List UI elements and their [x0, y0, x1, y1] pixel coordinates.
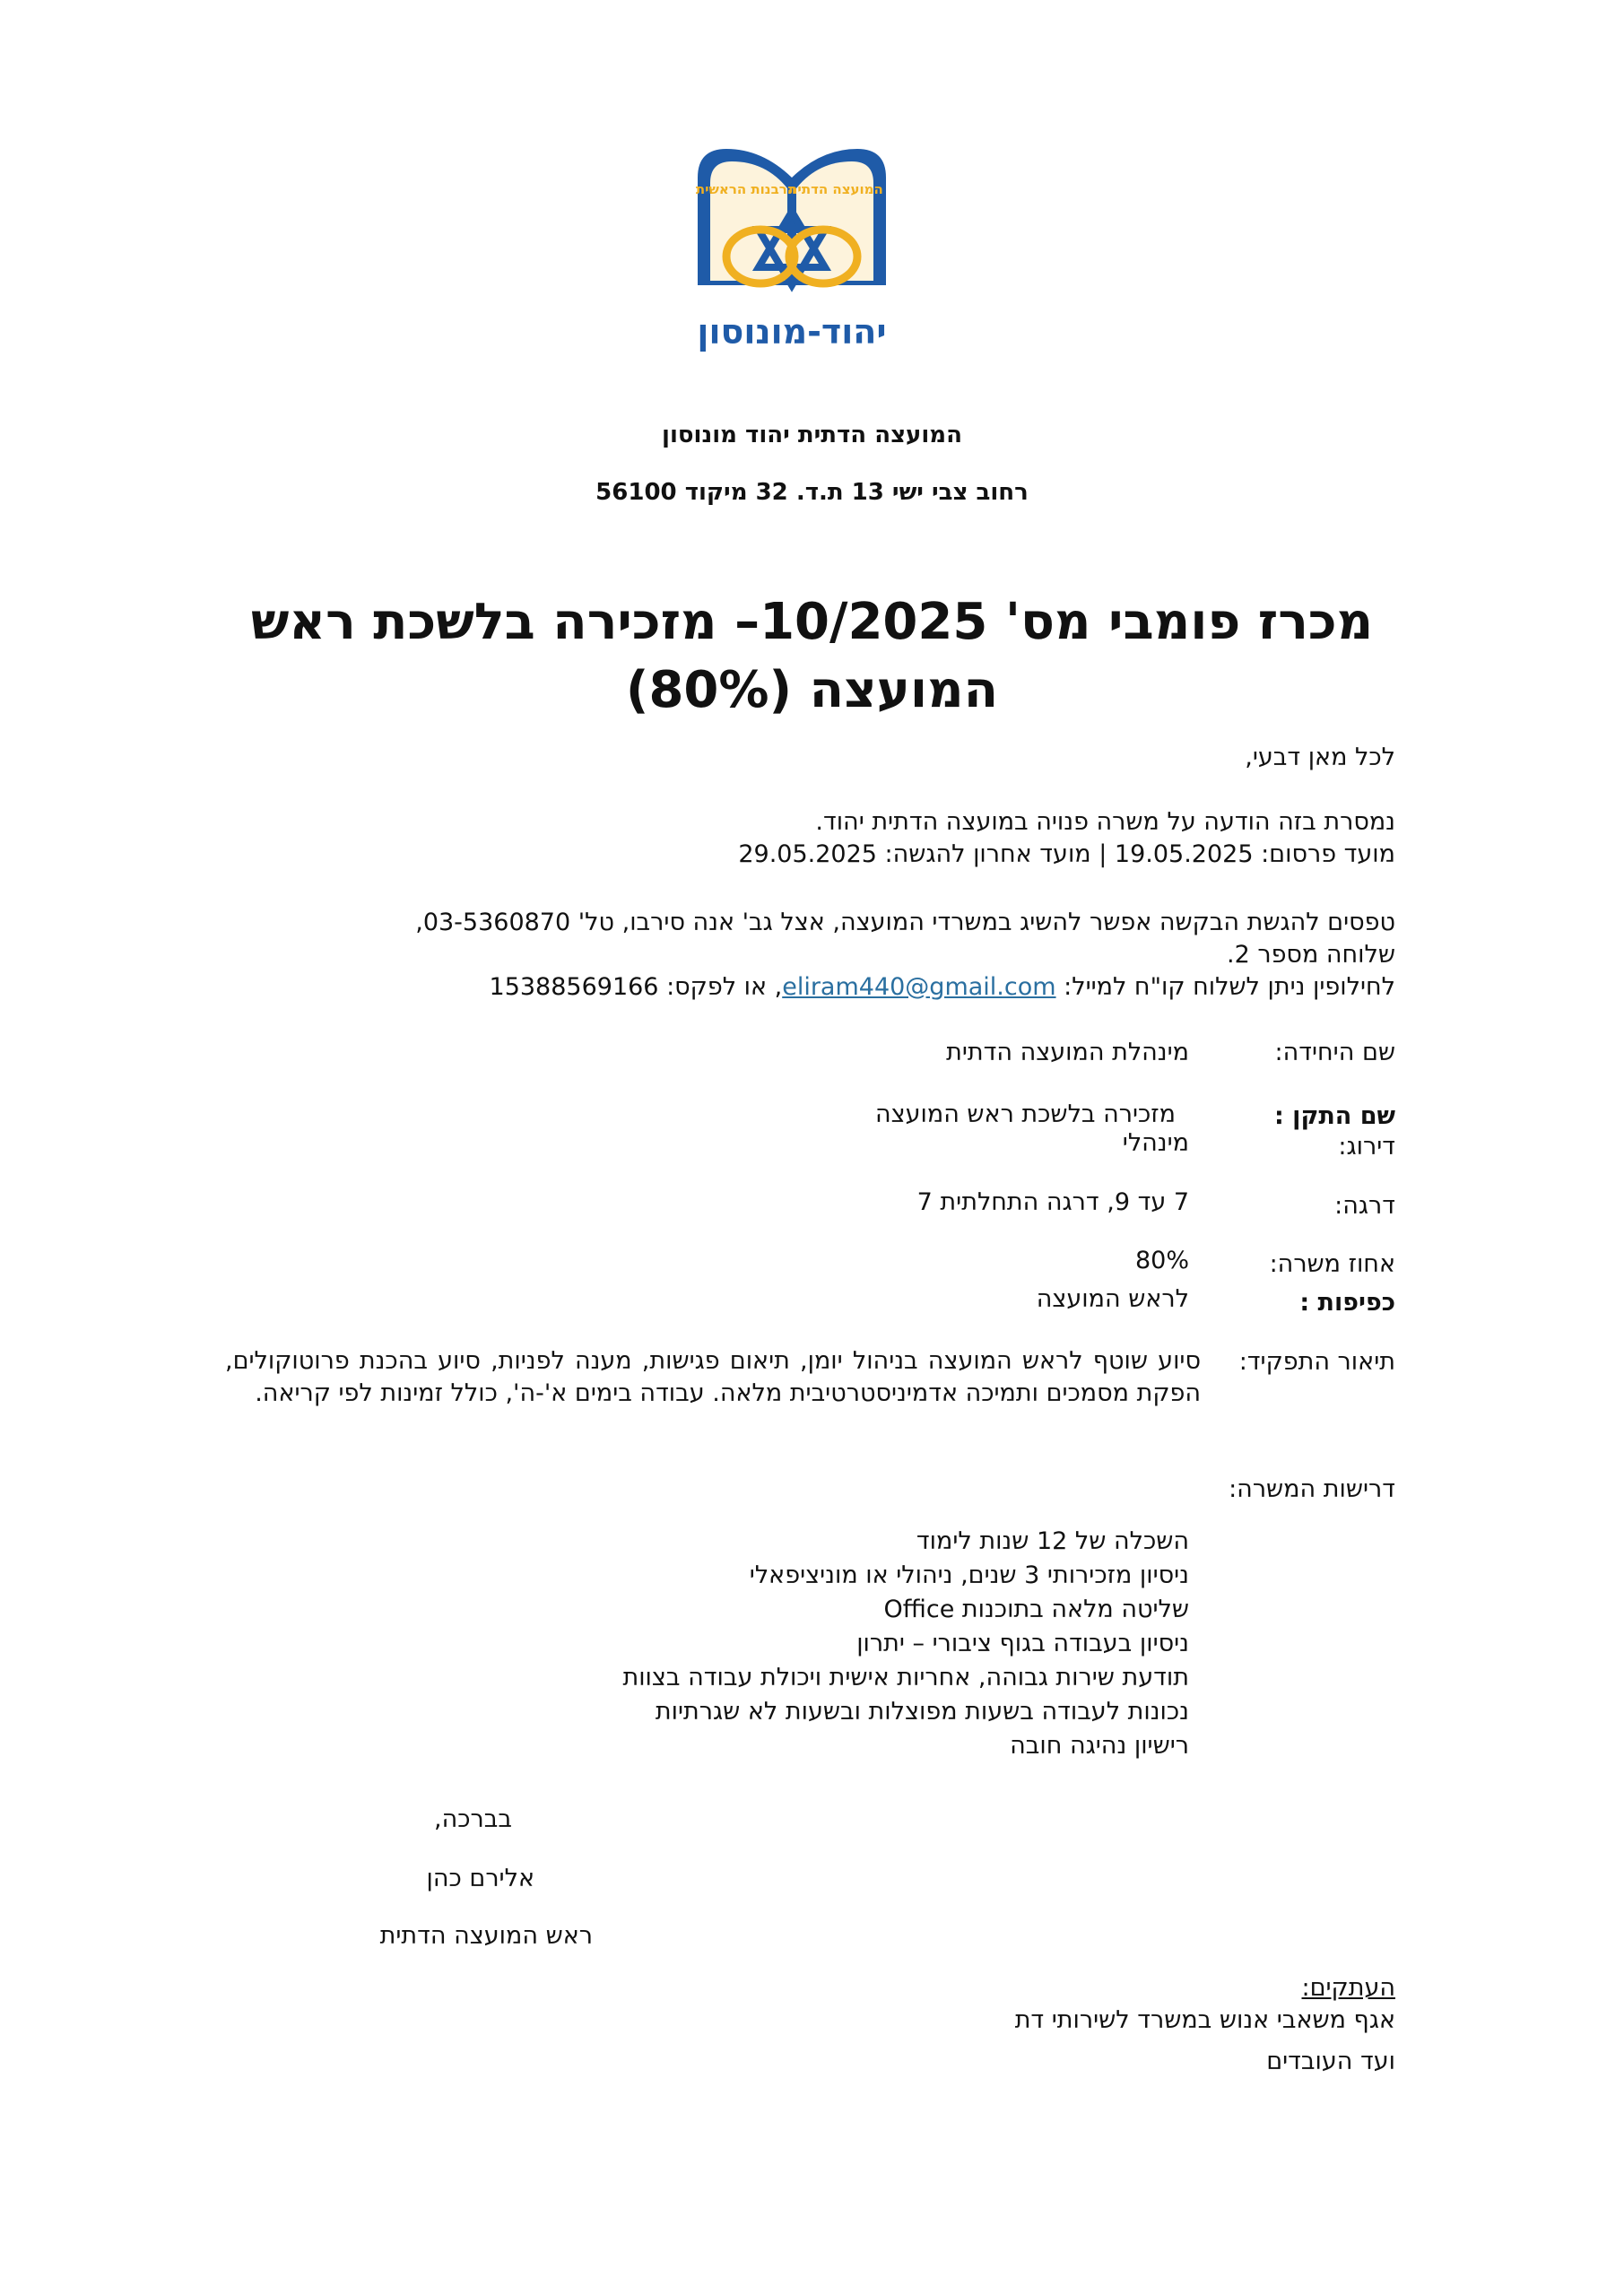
- grading-label: דירוג:: [1338, 1133, 1395, 1161]
- closing: בברכה,: [434, 1805, 512, 1833]
- requirement-item: ניסיון מזכירותי 3 שנים, ניהולי או מוניציפאלי: [749, 1561, 1189, 1589]
- requirement-item: תודעת שירות גבוהה, אחריות אישית ויכולת עבודה בצוות: [622, 1664, 1189, 1692]
- copies-label: העתקים:: [1301, 1974, 1395, 2002]
- copy-recipient: אגף משאבי אנוש במשרד לשירותי דת: [1014, 2006, 1395, 2034]
- signer-name: אלירם כהן: [426, 1865, 534, 1892]
- subordination-value: לראש המועצה: [1036, 1285, 1189, 1313]
- requirement-item: נכונות לעבודה בשעות מפוצלות ובשעות לא שגרתיות: [655, 1698, 1189, 1726]
- position-label: שם התקן :: [1273, 1102, 1395, 1130]
- signer-role: ראש המועצה הדתית: [379, 1922, 593, 1950]
- percent-value: 80%: [1134, 1247, 1189, 1274]
- email-prefix: לחילופין ניתן לשלוח קו"ח למייל:: [1064, 973, 1395, 1001]
- position-value: מזכירה בלשכת ראש המועצה: [874, 1100, 1176, 1128]
- fax-info: , או לפקס: 15388569166: [489, 973, 783, 1001]
- logo-text-left: הרבנות הראשית: [695, 181, 797, 197]
- council-logo: [690, 142, 893, 357]
- percent-label: אחוז משרה:: [1269, 1250, 1395, 1278]
- publication-dates: מועד פרסום: 19.05.2025 | מועד אחרון להגשה: 29.05.2025: [738, 840, 1395, 868]
- title-line-1: מכרז פומבי מס' 10/2025– מזכירה בלשכת ראש: [250, 593, 1374, 651]
- level-label: דרגה:: [1334, 1192, 1395, 1220]
- intro-text: נמסרת בזה הודעה על משרה פנויה במועצה הדתית יהוד.: [815, 808, 1395, 836]
- requirement-item: ניסיון בעבודה בגוף ציבורי – יתרון: [856, 1630, 1189, 1657]
- requirements-label: דרישות המשרה:: [1229, 1475, 1395, 1503]
- description-label: תיאור התפקיד:: [1238, 1348, 1395, 1376]
- logo-text-right: המועצה הדתית: [788, 181, 883, 197]
- requirements-list: [622, 1525, 1189, 1763]
- greeting: לכל מאן דבעי,: [1245, 744, 1395, 771]
- organization-address: רחוב צבי ישי 13 ת.ד. 32 מיקוד 56100: [595, 479, 1029, 506]
- requirement-item: רישיון נהיגה חובה: [1010, 1732, 1189, 1760]
- forms-info-line-1: טפסים להגשת הבקשה אפשר להשיג במשרדי המועצה, אצל גב' אנה סירבו, טל' 03-5360870,: [415, 909, 1395, 936]
- unit-label: שם היחידה:: [1274, 1039, 1395, 1066]
- email-link[interactable]: eliram440@gmail.com: [782, 973, 1056, 1001]
- forms-info-line-2: שלוחה מספר 2.: [1226, 941, 1395, 969]
- grading-value: מינהלי: [1122, 1129, 1189, 1157]
- level-value: 7 עד 9, דרגה התחלתית 7: [916, 1188, 1189, 1216]
- organization-name: המועצה הדתית יהוד מונוסון: [662, 422, 962, 448]
- description-value: סיוע שוטף לראש המועצה בניהול יומן, תיאום פגישות, מענה לפניות, סיוע בהכנת פרוטוקולים, הפקת מסמכים ותמיכה אדמיניסטרטיבית מלאה. עבודה בימים א'-ה', כולל זמינות לפי קריאה.: [225, 1347, 1201, 1407]
- subordination-label: כפיפות :: [1299, 1289, 1395, 1317]
- logo-text-bottom: יהוד-מונוסון: [697, 312, 887, 352]
- title-line-2: המועצה (80%): [625, 661, 999, 719]
- copy-recipient: ועד העובדים: [1266, 2048, 1395, 2075]
- requirement-item: שליטה מלאה בתוכנות Office: [883, 1596, 1189, 1623]
- contact-line: [490, 972, 1395, 1003]
- page-title: [0, 588, 1624, 725]
- requirement-item: השכלה של 12 שנות לימוד: [916, 1527, 1189, 1555]
- unit-value: מינהלת המועצה הדתית: [946, 1039, 1189, 1066]
